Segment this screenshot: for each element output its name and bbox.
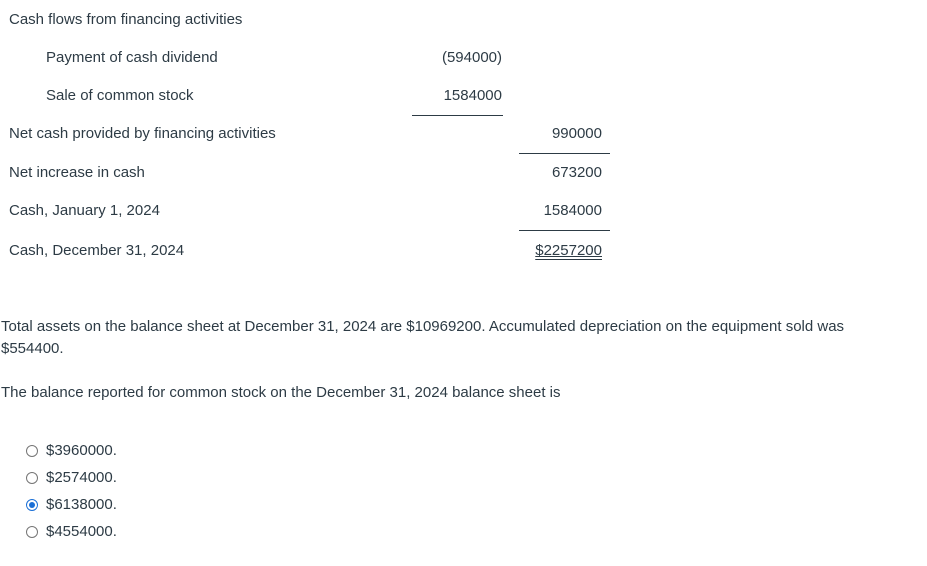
net-increase-amount: 673200 — [551, 164, 602, 181]
common-stock-label: Sale of common stock — [46, 87, 194, 104]
dividend-label: Payment of cash dividend — [46, 49, 218, 66]
radio-button[interactable] — [26, 472, 38, 484]
answer-option-3[interactable] — [26, 491, 117, 518]
cash-begin-label: Cash, January 1, 2024 — [9, 202, 160, 219]
section-title: Cash flows from financing activities — [9, 11, 243, 28]
cash-end-amount: $2257200 — [535, 242, 602, 259]
dividend-amount: (594000) — [441, 49, 502, 66]
answer-option-1[interactable] — [26, 437, 117, 464]
answer-options — [26, 437, 117, 545]
net-financing-label: Net cash provided by financing activities — [9, 125, 276, 142]
answer-option-label: $3960000. — [46, 442, 117, 459]
info-paragraph: Total assets on the balance sheet at December 31, 2024 are $10969200. Accumulated depreciation on the equipment sold was $554400. — [1, 318, 845, 357]
cash-begin-amount: 1584000 — [543, 202, 602, 219]
answer-option-label: $6138000. — [46, 496, 117, 513]
radio-button-selected[interactable] — [26, 499, 38, 511]
total-rule — [519, 230, 610, 231]
financing-rule — [519, 153, 610, 154]
answer-option-label: $4554000. — [46, 523, 117, 540]
cash-end-label: Cash, December 31, 2024 — [9, 242, 185, 259]
radio-button[interactable] — [26, 526, 38, 538]
question-text: The balance reported for common stock on the December 31, 2024 balance sheet is — [1, 384, 561, 401]
common-stock-amount: 1584000 — [443, 87, 502, 104]
net-increase-label: Net increase in cash — [9, 164, 145, 181]
subtotal-rule — [412, 115, 503, 116]
answer-option-4[interactable] — [26, 518, 117, 545]
answer-option-label: $2574000. — [46, 469, 117, 486]
answer-option-2[interactable] — [26, 464, 117, 491]
radio-button[interactable] — [26, 445, 38, 457]
net-financing-amount: 990000 — [551, 125, 602, 142]
